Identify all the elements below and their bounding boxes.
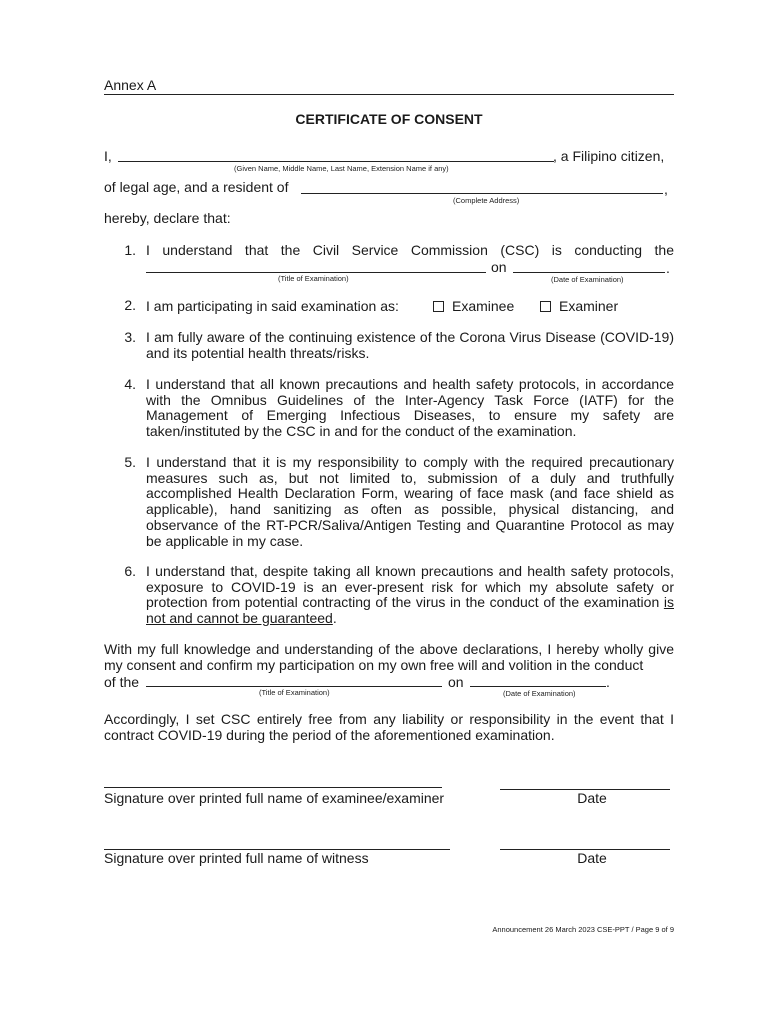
item-4-number: 4. bbox=[124, 376, 136, 392]
option-examinee[interactable] bbox=[433, 298, 514, 314]
item-5-number: 5. bbox=[124, 454, 136, 470]
item-6-body: I understand that, despite taking all known precautions and health safety protocols, exposure to COVID-19 is an ever-present risk for which my absolute safety or protection from potential contracting of the virus in the conduct of the examination bbox=[146, 563, 674, 611]
consent-title-field[interactable] bbox=[146, 686, 442, 687]
item-3-number: 3. bbox=[124, 329, 136, 345]
address-caption: (Complete Address) bbox=[453, 196, 520, 205]
item-6-end: . bbox=[332, 610, 337, 627]
header-rule bbox=[104, 94, 674, 95]
page-footer: Announcement 26 March 2023 CSE-PPT / Page 9 of 9 bbox=[492, 925, 674, 934]
item-1-number: 1. bbox=[124, 242, 136, 258]
item-4-text: I understand that all known precautions and health safety protocols, in accordance with the Omnibus Guidelines of the Inter-Agency Task Force (IATF) for the Management of Emerging Infectious Diseases, to ensure my safety are taken/instituted by the CSC in and for the conduct of the examination. bbox=[146, 376, 674, 440]
examinee-date-label: Date bbox=[577, 790, 607, 806]
page-title: CERTIFICATE OF CONSENT bbox=[295, 111, 483, 127]
item-1-date-caption: (Date of Examination) bbox=[551, 275, 624, 284]
exam-title-field[interactable] bbox=[146, 272, 486, 273]
item-3-text: I am fully aware of the continuing existence of the Corona Virus Disease (COVID-19) and its potential health threats/risks. bbox=[146, 329, 674, 361]
item-5-text: I understand that it is my responsibility to comply with the required precautionary measures such as, but not limited to, submission of a duly and truthfully accomplished Health Declaration Form, wearing of face mask (and face shield as applicable), hand sanitizing as often as possible, physical distancing, and observance of the RT-PCR/Saliva/Antigen Testing and Quarantine Protocol as may be applicable in my case. bbox=[146, 454, 674, 549]
name-caption: (Given Name, Middle Name, Last Name, Extension Name if any) bbox=[234, 164, 449, 173]
name-field[interactable] bbox=[118, 161, 554, 162]
item-6-number: 6. bbox=[124, 563, 136, 579]
witness-signature-label: Signature over printed full name of witness bbox=[104, 850, 369, 866]
examiner-label: Examiner bbox=[559, 298, 619, 314]
consent-on: on bbox=[448, 674, 464, 690]
address-comma: , bbox=[664, 181, 668, 197]
item-1-title-caption: (Title of Examination) bbox=[278, 274, 349, 283]
witness-date-label: Date bbox=[577, 850, 607, 866]
item-6-text bbox=[146, 564, 674, 627]
consent-text: With my full knowledge and understanding of the above declarations, I hereby wholly give my consent and confirm my participation on my own free will and volition in the conduct bbox=[104, 641, 674, 673]
item-1-on: on bbox=[491, 259, 507, 275]
examinee-label: Examinee bbox=[452, 298, 515, 314]
consent-title-caption: (Title of Examination) bbox=[259, 688, 330, 697]
option-examiner[interactable] bbox=[540, 298, 618, 314]
item-1-period: . bbox=[666, 260, 670, 276]
examinee-signature-label: Signature over printed full name of examinee/examiner bbox=[104, 790, 445, 806]
consent-period: . bbox=[606, 674, 610, 690]
declare-text: hereby, declare that: bbox=[104, 210, 231, 226]
exam-date-field[interactable] bbox=[513, 272, 665, 273]
intro-i: I, bbox=[104, 148, 112, 164]
annex-label: Annex A bbox=[104, 77, 157, 93]
examinee-checkbox[interactable] bbox=[433, 301, 444, 312]
item-6-underlined: is not and cannot be guaranteed bbox=[146, 594, 674, 627]
release-text: Accordingly, I set CSC entirely free from any liability or responsibility in the event that I contract COVID-19 during the period of the aforementioned examination. bbox=[104, 711, 674, 743]
citizen-text: , a Filipino citizen, bbox=[553, 148, 665, 164]
consent-of-the: of the bbox=[104, 674, 140, 690]
examinee-signature-line[interactable] bbox=[104, 787, 442, 788]
examiner-checkbox[interactable] bbox=[540, 301, 551, 312]
legal-age-text: of legal age, and a resident of bbox=[104, 179, 289, 195]
consent-date-field[interactable] bbox=[470, 686, 606, 687]
item-2-number: 2. bbox=[124, 297, 136, 313]
address-field[interactable] bbox=[301, 193, 663, 194]
consent-date-caption: (Date of Examination) bbox=[503, 689, 576, 698]
item-1-text: I understand that the Civil Service Commission (CSC) is conducting the bbox=[146, 242, 674, 258]
item-2-text: I am participating in said examination as: bbox=[146, 298, 399, 314]
